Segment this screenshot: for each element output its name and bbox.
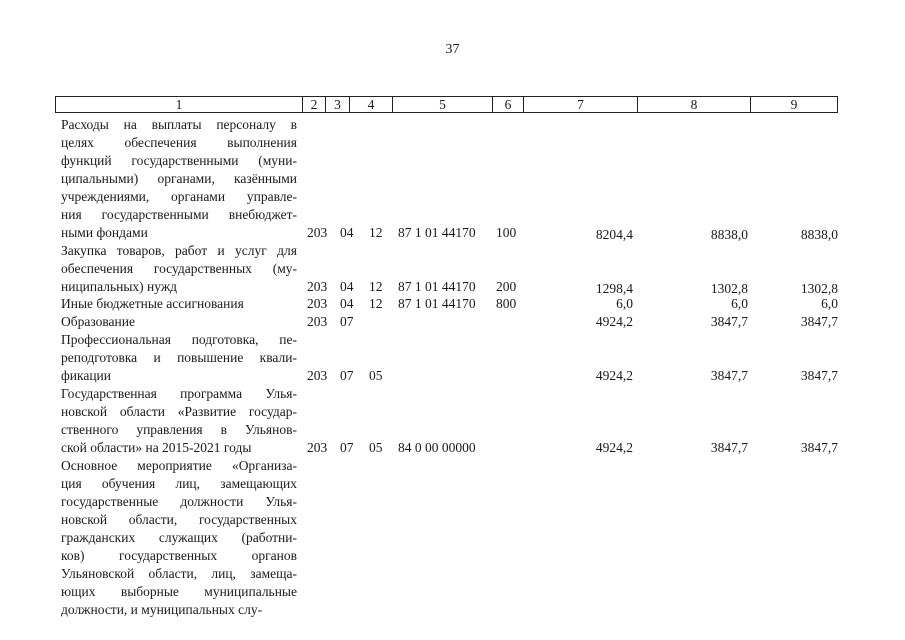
description-line: ниципальных) нужд: [61, 279, 178, 294]
cell-c2: 203: [307, 296, 328, 311]
cell-c4: 05: [369, 440, 383, 455]
cell-c2: 203: [307, 368, 328, 383]
cell-c7: 1298,4: [595, 281, 633, 296]
cell-c9: 3847,7: [800, 440, 838, 455]
cell-c7: 4924,2: [595, 440, 633, 455]
cell-c3: 04: [340, 296, 354, 311]
cell-c9: 1302,8: [800, 281, 838, 296]
cell-c6: 200: [496, 279, 517, 294]
table-row: [0, 295, 905, 313]
cell-c2: 203: [307, 225, 328, 240]
cell-c4: 12: [369, 279, 383, 294]
description-line: ципальными) органами, казёнными: [61, 171, 297, 186]
table-row: [0, 116, 905, 242]
cell-c8: 3847,7: [710, 314, 748, 329]
header-col-7: 7: [524, 97, 638, 112]
table-row: [0, 313, 905, 331]
description-line: ния государственными внебюджет-: [61, 207, 297, 222]
description-line: ков) государственных органов: [61, 548, 297, 563]
table-header: [55, 96, 838, 113]
description-line: новской области «Развитие государ-: [61, 404, 297, 419]
description-line: ской области» на 2015-2021 годы: [61, 440, 252, 455]
description-line: Основное мероприятие «Организа-: [61, 458, 297, 473]
cell-c4: 05: [369, 368, 383, 383]
table-row: [0, 385, 905, 457]
cell-c6: 800: [496, 296, 517, 311]
row-description: [61, 385, 297, 457]
cell-c3: 07: [340, 314, 354, 329]
header-col-8: 8: [638, 97, 751, 112]
row-description: [61, 116, 297, 242]
cell-c9: 6,0: [821, 296, 838, 311]
description-line: ция обучения лиц, замещающих: [61, 476, 297, 491]
page-number: 37: [445, 42, 460, 57]
description-line: ственного управления в Ульянов-: [61, 422, 297, 437]
row-description: [61, 331, 297, 385]
cell-c5: 87 1 01 44170: [398, 279, 476, 294]
cell-c7: 4924,2: [595, 314, 633, 329]
cell-c4: 12: [369, 225, 383, 240]
cell-c3: 04: [340, 225, 354, 240]
cell-c9: 3847,7: [800, 368, 838, 383]
cell-c8: 3847,7: [710, 368, 748, 383]
cell-c7: 6,0: [616, 296, 633, 311]
header-col-4: 4: [350, 97, 393, 112]
header-col-1: 1: [56, 97, 303, 112]
description-line: реподготовка и повышение квали-: [61, 350, 297, 365]
description-line: Ульяновской области, лиц, замеща-: [61, 566, 297, 581]
description-line: Закупка товаров, работ и услуг для: [61, 243, 297, 258]
cell-c3: 07: [340, 440, 354, 455]
cell-c4: 12: [369, 296, 383, 311]
table-row: [0, 457, 905, 619]
header-col-3: 3: [326, 97, 350, 112]
row-description: [61, 295, 297, 313]
row-description: [61, 313, 297, 331]
description-line: Образование: [61, 314, 135, 329]
cell-c8: 3847,7: [710, 440, 748, 455]
description-line: гражданских служащих (работни-: [61, 530, 297, 545]
cell-c5: 87 1 01 44170: [398, 225, 476, 240]
cell-c3: 04: [340, 279, 354, 294]
description-line: Профессиональная подготовка, пе-: [61, 332, 297, 347]
cell-c8: 1302,8: [710, 281, 748, 296]
cell-c7: 4924,2: [595, 368, 633, 383]
cell-c9: 3847,7: [800, 314, 838, 329]
row-description: [61, 457, 297, 619]
cell-c8: 6,0: [731, 296, 748, 311]
header-col-9: 9: [790, 97, 798, 112]
cell-c9: 8838,0: [800, 227, 838, 242]
header-col-5: 5: [393, 97, 493, 112]
cell-c2: 203: [307, 279, 328, 294]
description-line: новской области, государственных: [61, 512, 297, 527]
header-col-2: 2: [303, 97, 326, 112]
cell-c3: 07: [340, 368, 354, 383]
description-line: Иные бюджетные ассигнования: [61, 296, 244, 311]
row-description: [61, 242, 297, 296]
cell-c2: 203: [307, 440, 328, 455]
description-line: ными фондами: [61, 225, 148, 240]
description-line: целях обеспечения выполнения: [61, 135, 297, 150]
description-line: обеспечения государственных (му-: [61, 261, 297, 276]
cell-c2: 203: [307, 314, 328, 329]
cell-c5: 84 0 00 00000: [398, 440, 476, 455]
cell-c8: 8838,0: [710, 227, 748, 242]
description-line: учреждениями, органами управле-: [61, 189, 297, 204]
table-row: [0, 242, 905, 296]
description-line: Государственная программа Улья-: [61, 386, 297, 401]
header-col-6: 6: [493, 97, 524, 112]
description-line: должности, и муниципальных слу-: [61, 602, 263, 617]
cell-c7: 8204,4: [595, 227, 633, 242]
description-line: государственные должности Улья-: [61, 494, 297, 509]
cell-c5: 87 1 01 44170: [398, 296, 476, 311]
description-line: ющих выборные муниципальные: [61, 584, 297, 599]
description-line: фикации: [61, 368, 111, 383]
table-row: [0, 331, 905, 385]
description-line: функций государственными (муни-: [61, 153, 297, 168]
description-line: Расходы на выплаты персоналу в: [61, 117, 297, 132]
cell-c6: 100: [496, 225, 517, 240]
